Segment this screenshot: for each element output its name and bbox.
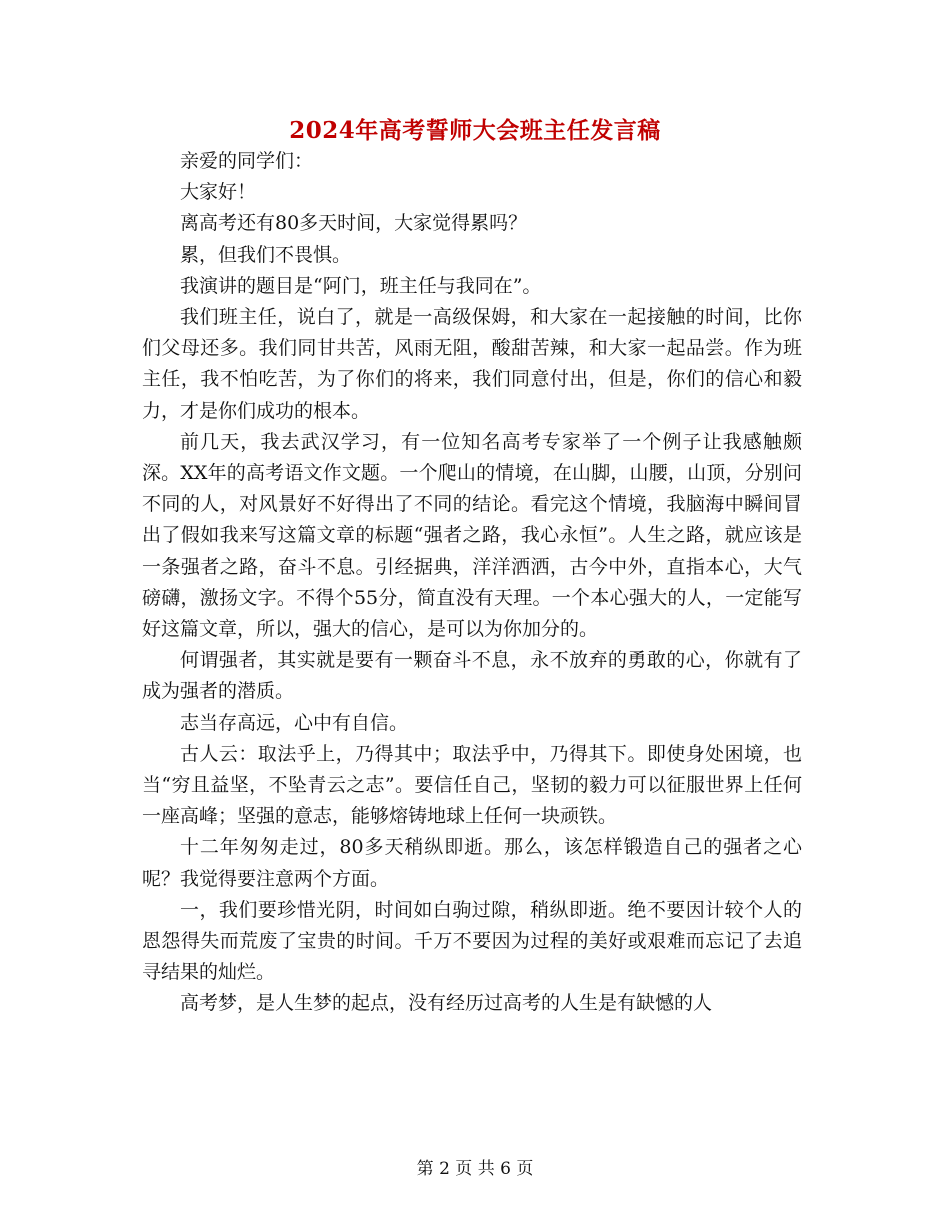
document-title: 2024年高考誓师大会班主任发言稿 — [289, 117, 661, 144]
paragraph: 何谓强者，其实就是要有一颗奋斗不息，永不放弃的勇敢的心，你就有了成为强者的潜质。 — [142, 649, 802, 703]
paragraph: 累，但我们不畏惧。 — [180, 243, 352, 266]
paragraph: 古人云：取法乎上，乃得其中；取法乎中，乃得其下。即使身处困境，也当“穷且益坚，不坠青云之志”。要信任自己，坚韧的毅力可以征服世界上任何一座高峰；坚强的意志，能够熔铸地球上任何一块顽铁。 — [142, 742, 802, 828]
paragraph: 高考梦，是人生梦的起点，没有经历过高考的人生是有缺憾的人 — [180, 992, 713, 1015]
paragraph: 亲爱的同学们： — [180, 150, 314, 172]
paragraph: 前几天，我去武汉学习，有一位知名高考专家举了一个例子让我感触颇深。XX年的高考语文作文题。一个爬山的情境，在山脚，山腰，山顶，分别问不同的人，对风景好不好得出了不同的结论。看完这个情境，我脑海中瞬间冒出了假如我来写这篇文章的标题“强者之路，我心永恒”。人生之路，就应该是一条强者之路，奋斗不息。引经据典，洋洋洒洒，古今中外，直指本心，大气磅礴，激扬文字。不得个55分，简直没有天理。一个本心强大的人，一定能写好这篇文章，所以，强大的信心，是可以为你加分的。 — [142, 430, 802, 641]
paragraph: 我们班主任，说白了，就是一高级保姆，和大家在一起接触的时间，比你们父母还多。我们同甘共苦，风雨无阻，酸甜苦辣，和大家一起品尝。作为班主任，我不怕吃苦，为了你们的将来，我们同意付出，但是，你们的信心和毅力，才是你们成功的根本。 — [142, 306, 802, 422]
paragraph: 大家好！ — [180, 181, 257, 204]
paragraph: 一，我们要珍惜光阴，时间如白驹过隙，稍纵即逝。绝不要因计较个人的恩怨得失而荒废了宝贵的时间。千万不要因为过程的美好或艰难而忘记了去追寻结果的灿烂。 — [142, 898, 802, 984]
page-number-footer: 第 2 页 共 6 页 — [416, 1159, 534, 1179]
paragraph: 我演讲的题目是“阿门，班主任与我同在”。 — [180, 274, 542, 297]
document-body — [142, 146, 802, 1020]
paragraph: 十二年匆匆走过，80多天稍纵即逝。那么，该怎样锻造自己的强者之心呢？我觉得要注意两个方面。 — [142, 836, 802, 890]
paragraph: 离高考还有80多天时间，大家觉得累吗？ — [180, 212, 528, 235]
paragraph: 志当存高远，心中有自信。 — [180, 711, 409, 734]
